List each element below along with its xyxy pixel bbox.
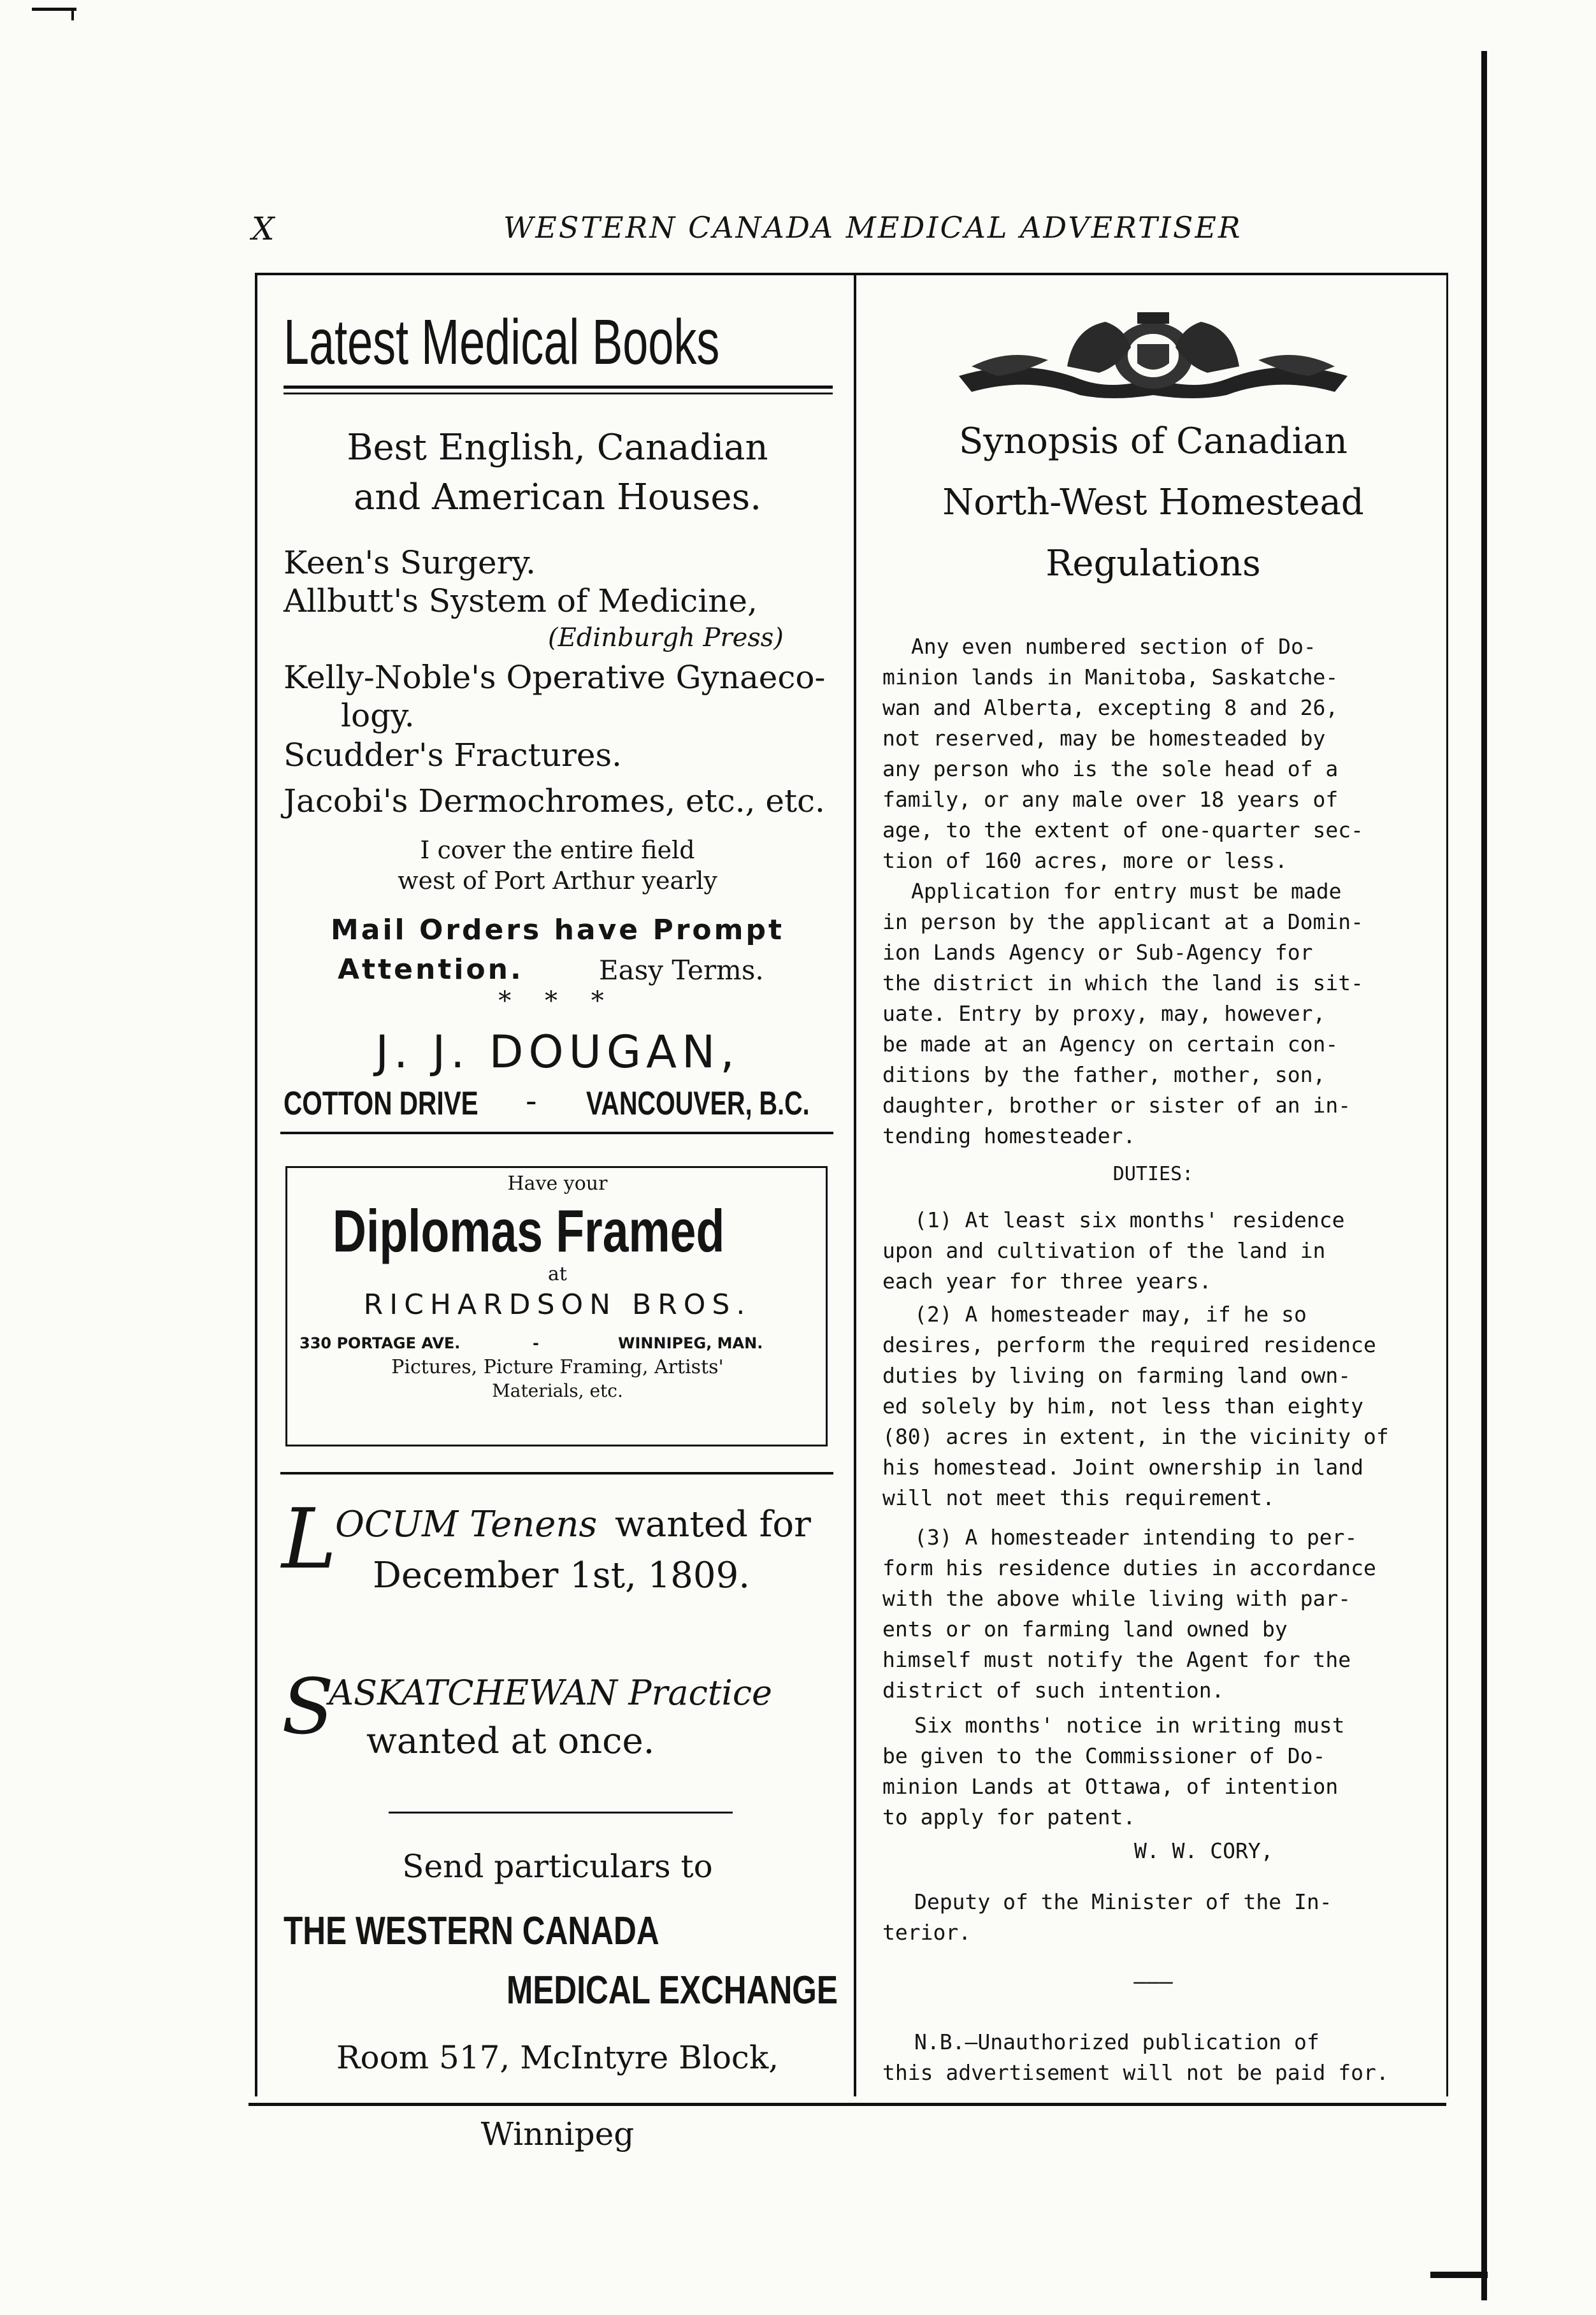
seller-address-right: VANCOUVER, B.C.: [586, 1085, 810, 1122]
exchange-name-2: MEDICAL EXCHANGE: [507, 1968, 838, 2012]
paragraph-line: this advertisement will not be paid for.: [882, 2060, 1389, 2085]
framer-services-2: Materials, etc.: [492, 1380, 623, 1401]
book-item-note: (Edinburgh Press): [548, 623, 784, 653]
framer-city: WINNIPEG, MAN.: [618, 1334, 763, 1352]
paragraph-line: with the above while living with par-: [882, 1586, 1351, 1611]
paragraph-line: each year for three years.: [882, 1269, 1212, 1294]
locum-wanted: wanted for: [615, 1504, 811, 1545]
paragraph-line: district of such intention.: [882, 1678, 1225, 1703]
books-ad-title-wrap: [284, 306, 889, 379]
coverage-line-2: west of Port Arthur yearly: [398, 867, 717, 895]
paragraph-line: duties by living on farming land own-: [882, 1363, 1351, 1388]
homestead-title-3: Regulations: [1046, 543, 1261, 584]
diplomas-at: at: [548, 1263, 567, 1285]
paragraph-line: ed solely by him, not less than eighty: [882, 1394, 1363, 1418]
framer-name: RICHARDSON BROS.: [363, 1288, 752, 1321]
book-item: Jacobi's Dermochromes, etc., etc.: [284, 782, 825, 819]
coverage-line-1: I cover the entire field: [420, 836, 695, 864]
exchange-name-2-wrap: [507, 1968, 921, 2013]
send-particulars: Send particulars to: [402, 1848, 713, 1885]
column-divider: [854, 274, 856, 2096]
mail-orders-line: Mail Orders have Prompt: [330, 914, 785, 946]
paragraph-line: any person who is the sole head of a: [882, 756, 1339, 781]
easy-terms: Easy Terms.: [599, 955, 764, 986]
scan-mark: [71, 8, 74, 20]
paragraph-line: minion Lands at Ottawa, of intention: [882, 1774, 1339, 1799]
paragraph-line: (2) A homesteader may, if he so: [914, 1302, 1307, 1327]
homestead-title-2: North-West Homestead: [942, 482, 1364, 523]
paragraph-line: will not meet this requirement.: [882, 1485, 1275, 1510]
locum-drop-cap: L: [282, 1490, 337, 1587]
paragraph-line: ion Lands Agency or Sub-Agency for: [882, 940, 1313, 965]
coat-of-arms-icon: [946, 306, 1360, 401]
section-rule: [280, 1132, 833, 1134]
running-title: WESTERN CANADA MEDICAL ADVERTISER: [503, 210, 1242, 245]
paragraph-line: (80) acres in extent, in the vicinity of: [882, 1424, 1389, 1449]
diplomas-title-wrap: [333, 1197, 835, 1266]
paragraph-line: Six months' notice in writing must: [914, 1713, 1345, 1738]
diplomas-pre: Have your: [507, 1172, 608, 1195]
paragraph-line: desires, perform the required residence: [882, 1332, 1376, 1357]
sask-drop-cap: S: [282, 1663, 334, 1752]
paragraph-line: uate. Entry by proxy, may, however,: [882, 1001, 1326, 1026]
seller-address-dash: -: [526, 1082, 537, 1120]
paragraph-line: age, to the extent of one-quarter sec-: [882, 818, 1363, 842]
mail-orders-attention: Attention.: [338, 953, 524, 986]
sask-line1: ASKATCHEWAN Practice: [329, 1673, 773, 1713]
paragraph-line: family, or any male over 18 years of: [882, 787, 1339, 812]
paragraph-line: in person by the applicant at a Domin-: [882, 909, 1363, 934]
page-number: X: [252, 210, 275, 247]
diplomas-title: Diplomas Framed: [333, 1197, 725, 1264]
scan-edge-right: [1481, 51, 1487, 2300]
short-rule: [389, 1812, 733, 1814]
double-rule: [284, 386, 833, 389]
exchange-name-1: THE WESTERN CANADA: [284, 1909, 659, 1953]
paragraph-line: terior.: [882, 1920, 972, 1945]
separator-dash: ———: [1133, 1969, 1173, 1994]
paragraph-line: his homestead. Joint ownership in land: [882, 1455, 1363, 1480]
books-ad-title: Latest Medical Books: [284, 307, 720, 378]
paragraph-line: ditions by the father, mother, son,: [882, 1062, 1326, 1087]
book-item: Allbutt's System of Medicine,: [284, 582, 758, 619]
paragraph-line: daughter, brother or sister of an in-: [882, 1093, 1351, 1118]
stars-divider: * * *: [498, 986, 617, 1016]
exchange-city: Winnipeg: [480, 2116, 635, 2153]
exchange-name-1-wrap: [284, 1908, 753, 1954]
paragraph-line: Application for entry must be made: [911, 879, 1342, 904]
paragraph-line: Any even numbered section of Do-: [911, 634, 1316, 659]
paragraph-line: to apply for patent.: [882, 1805, 1136, 1829]
section-rule: [280, 1472, 833, 1475]
locum-line2: December 1st, 1809.: [373, 1555, 750, 1596]
sask-line2: wanted at once.: [366, 1720, 655, 1762]
paragraph-line: N.B.—Unauthorized publication of: [914, 2030, 1319, 2054]
double-rule: [284, 393, 833, 394]
bottom-rule: [248, 2103, 1446, 2106]
paragraph-line: wan and Alberta, excepting 8 and 26,: [882, 695, 1339, 720]
locum-line1: OCUM Tenens: [335, 1504, 598, 1545]
paragraph-line: tending homesteader.: [882, 1123, 1136, 1148]
paragraph-line: minion lands in Manitoba, Saskatche-: [882, 665, 1339, 689]
homestead-title-1: Synopsis of Canadian: [959, 421, 1348, 462]
scan-edge-right-foot: [1430, 2272, 1488, 2278]
signatory: W. W. CORY,: [1134, 1838, 1274, 1863]
book-item: Kelly-Noble's Operative Gynaeco-: [284, 659, 826, 696]
book-item: Scudder's Fractures.: [284, 737, 622, 774]
books-tagline-1: Best English, Canadian: [347, 427, 768, 468]
paragraph-line: the district in which the land is sit-: [882, 970, 1363, 995]
duties-heading: DUTIES:: [1112, 1163, 1194, 1185]
framer-street: 330 PORTAGE AVE.: [299, 1334, 461, 1352]
paragraph-line: (3) A homesteader intending to per-: [914, 1525, 1358, 1550]
paragraph-line: (1) At least six months' residence: [914, 1208, 1345, 1232]
paragraph-line: be given to the Commissioner of Do-: [882, 1743, 1326, 1768]
paragraph-line: ents or on farming land owned by: [882, 1617, 1288, 1641]
seller-address-right-wrap: [586, 1085, 880, 1123]
paragraph-line: Deputy of the Minister of the In-: [914, 1889, 1332, 1914]
seller-address-left-wrap: [284, 1085, 533, 1123]
paragraph-line: himself must notify the Agent for the: [882, 1647, 1351, 1672]
paragraph-line: not reserved, may be homesteaded by: [882, 726, 1326, 751]
paragraph-line: be made at an Agency on certain con-: [882, 1032, 1339, 1057]
framer-services-1: Pictures, Picture Framing, Artists': [391, 1356, 724, 1378]
exchange-address: Room 517, McIntyre Block,: [336, 2039, 779, 2076]
framer-dash: -: [533, 1334, 539, 1352]
seller-address-left: COTTON DRIVE: [284, 1085, 478, 1122]
books-tagline-2: and American Houses.: [353, 477, 762, 518]
paragraph-line: form his residence duties in accordance: [882, 1555, 1376, 1580]
book-item: Keen's Surgery.: [284, 544, 536, 581]
seller-name: J. J. DOUGAN,: [375, 1026, 740, 1078]
scan-mark: [32, 8, 76, 11]
paragraph-line: tion of 160 acres, more or less.: [882, 848, 1288, 873]
paragraph-line: upon and cultivation of the land in: [882, 1238, 1326, 1263]
book-item: logy.: [341, 697, 415, 734]
